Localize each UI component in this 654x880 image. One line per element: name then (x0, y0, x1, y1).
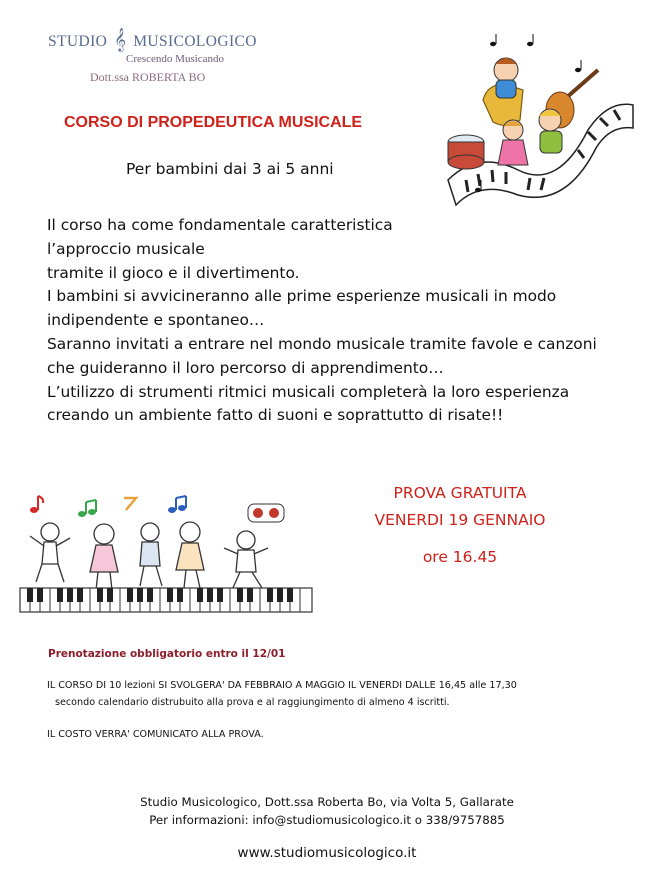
course-calendar-note: secondo calendario distrubuito alla prova e al raggiungimento di almeno 4 iscritti. (55, 697, 450, 708)
footer-contacts: Per informazioni: info@studiomusicologico.it o 338/9757885 (149, 813, 505, 827)
footer-address: Studio Musicologico, Dott.ssa Roberta Bo, via Volta 5, Gallarate (140, 795, 514, 809)
music-note-icon (30, 496, 186, 517)
page-title: CORSO DI PROPEDEUTICA MUSICALE (64, 114, 363, 131)
age-subtitle: Per bambini dai 3 ai 5 anni (126, 160, 334, 178)
body-line: Saranno invitati a entrare nel mondo musicale tramite favole e canzoni (47, 334, 597, 353)
logo-name-right: MUSICOLOGICO (133, 33, 257, 50)
logo-name (48, 30, 257, 51)
body-line: indipendente e spontaneo… (47, 311, 265, 330)
body-line: l’approccio musicale (47, 239, 205, 258)
course-schedule: IL CORSO DI 10 lezioni SI SVOLGERA' DA FEBBRAIO A MAGGIO IL VENERDI DALLE 16,45 alle 17,30 (47, 680, 517, 691)
free-trial-block (340, 480, 580, 571)
logo-doctor: Dott.ssa ROBERTA BO (90, 70, 206, 84)
logo-name-left: STUDIO (48, 33, 108, 50)
cost-notice: IL COSTO VERRA' COMUNICATO ALLA PROVA. (47, 729, 264, 740)
booking-notice: Prenotazione obbligatorio entro il 12/01 (48, 648, 286, 660)
body-line: tramite il gioco e il divertimento. (47, 263, 300, 282)
trial-time: ore 16.45 (422, 548, 498, 566)
kids-instruments-illustration (438, 30, 638, 225)
trial-heading: PROVA GRATUITA (393, 484, 527, 502)
body-line: che guideranno il loro percorso di apprendimento… (47, 358, 444, 377)
body-line: Il corso ha come fondamentale caratteristica (47, 216, 393, 234)
website-link[interactable]: www.studiomusicologico.it (237, 845, 417, 861)
logo-tagline: Crescendo Musicando (126, 53, 225, 65)
piano-keyboard (20, 588, 312, 612)
body-line: I bambini si avvicineranno alle prime esperienze musicali in modo (47, 287, 557, 306)
treble-clef-icon: 𝄞 (114, 29, 127, 51)
course-description (47, 214, 617, 428)
body-line: creando un ambiente fatto di suoni e soprattutto di risate!! (47, 406, 504, 425)
studio-logo (48, 26, 288, 88)
dancing-kids-illustration (18, 490, 318, 618)
trial-date: VENERDI 19 GENNAIO (374, 511, 546, 529)
body-line: L’utilizzo di strumenti ritmici musicali completerà la loro esperienza (47, 382, 570, 401)
